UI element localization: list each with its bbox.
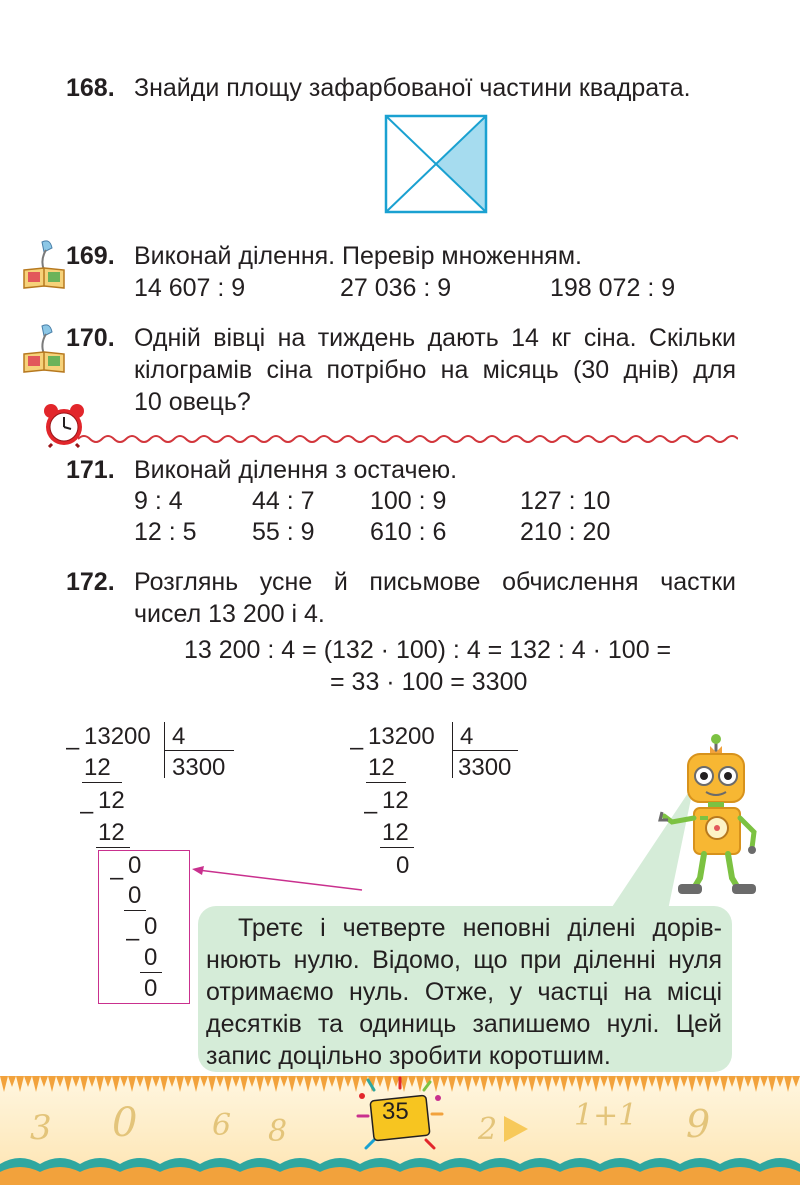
task-171-text: Виконай ділення з остачею. — [134, 456, 458, 484]
task-170-line: 10 овець? — [134, 388, 251, 416]
dividend: 13200 — [84, 723, 151, 750]
play-triangle-icon — [502, 1114, 530, 1144]
step: 12 — [368, 754, 395, 781]
task-169-number: 169. — [66, 242, 115, 270]
footer-digit: 9 — [686, 1102, 711, 1146]
page-number: 35 — [382, 1098, 409, 1125]
bubble-line: отримаємо нуль. Отже, у частці на місці — [206, 978, 722, 1006]
footer-digit: 2 — [478, 1112, 498, 1147]
expr: 9 : 4 — [134, 487, 183, 515]
task-169-text: Виконай ділення. Перевір множенням. — [134, 242, 582, 270]
dividend: 13200 — [368, 723, 435, 750]
divisor: 4 — [460, 723, 474, 750]
step: 0 — [144, 944, 158, 971]
lamp-book-icon — [20, 322, 70, 376]
step: 0 — [144, 975, 158, 1002]
step: 12 — [84, 754, 111, 781]
equation-line-1: 13 200 : 4 = (132 · 100) : 4 = 132 : 4 · 100 = — [184, 636, 672, 664]
minus-sign: – — [350, 734, 364, 761]
task-168-text: Знайди площу зафарбованої частини квадрата. — [134, 74, 691, 102]
speech-bubble — [198, 906, 732, 1072]
minus-sign: – — [110, 864, 124, 891]
footer-digit: 1+1 — [574, 1098, 638, 1133]
task-170-line: кілограмів сіна потрібно на місяць (30 днів) для — [134, 356, 736, 384]
expr: 27 036 : 9 — [340, 274, 452, 302]
step: 12 — [382, 787, 409, 814]
expr: 127 : 10 — [520, 487, 611, 515]
step: 12 — [98, 787, 125, 814]
task-172-number: 172. — [66, 568, 115, 596]
lamp-book-icon — [20, 238, 70, 292]
footer-digit: 6 — [212, 1108, 232, 1143]
expr: 100 : 9 — [370, 487, 447, 515]
task-172-line: чисел 13 200 і 4. — [134, 600, 325, 628]
expr: 55 : 9 — [252, 518, 315, 546]
task-170-line: Одній вівці на тиждень дають 14 кг сіна. Скільки — [134, 324, 736, 352]
bubble-line: Третє і четверте неповні ділені дорів- — [238, 914, 722, 942]
step: 0 — [396, 852, 410, 879]
task-168-number: 168. — [66, 74, 115, 102]
equation-line-2: = 33 · 100 = 3300 — [330, 668, 528, 696]
robot-illustration — [656, 732, 768, 902]
square-figure — [384, 114, 488, 214]
minus-sign: – — [364, 798, 378, 825]
expr: 14 607 : 9 — [134, 274, 246, 302]
wavy-separator — [78, 432, 738, 446]
step: 0 — [128, 852, 142, 879]
step: 12 — [382, 819, 409, 846]
divisor: 4 — [172, 723, 186, 750]
pointer-arrow — [188, 862, 364, 894]
expr: 198 072 : 9 — [550, 274, 676, 302]
bubble-line: десятків та одиниць запишемо нулі. Цей — [206, 1010, 722, 1038]
bubble-line: запис доцільно зробити коротшим. — [206, 1042, 611, 1070]
footer-digit: 8 — [268, 1114, 288, 1149]
minus-sign: – — [126, 925, 140, 952]
footer-digit: 3 — [30, 1108, 52, 1148]
expr: 12 : 5 — [134, 518, 197, 546]
task-172-line: Розглянь усне й письмове обчислення частки — [134, 568, 736, 596]
expr: 210 : 20 — [520, 518, 611, 546]
step: 12 — [98, 819, 125, 846]
quotient: 3300 — [458, 754, 512, 781]
task-171-number: 171. — [66, 456, 115, 484]
minus-sign: – — [80, 798, 94, 825]
expr: 44 : 7 — [252, 487, 315, 515]
minus-sign: – — [66, 734, 80, 761]
step: 0 — [128, 882, 142, 909]
footer-digit: 0 — [112, 1100, 138, 1146]
step: 0 — [144, 913, 158, 940]
expr: 610 : 6 — [370, 518, 447, 546]
task-170-number: 170. — [66, 324, 115, 352]
bubble-line: нюють нулю. Відомо, що при діленні нуля — [206, 946, 722, 974]
quotient: 3300 — [172, 754, 226, 781]
